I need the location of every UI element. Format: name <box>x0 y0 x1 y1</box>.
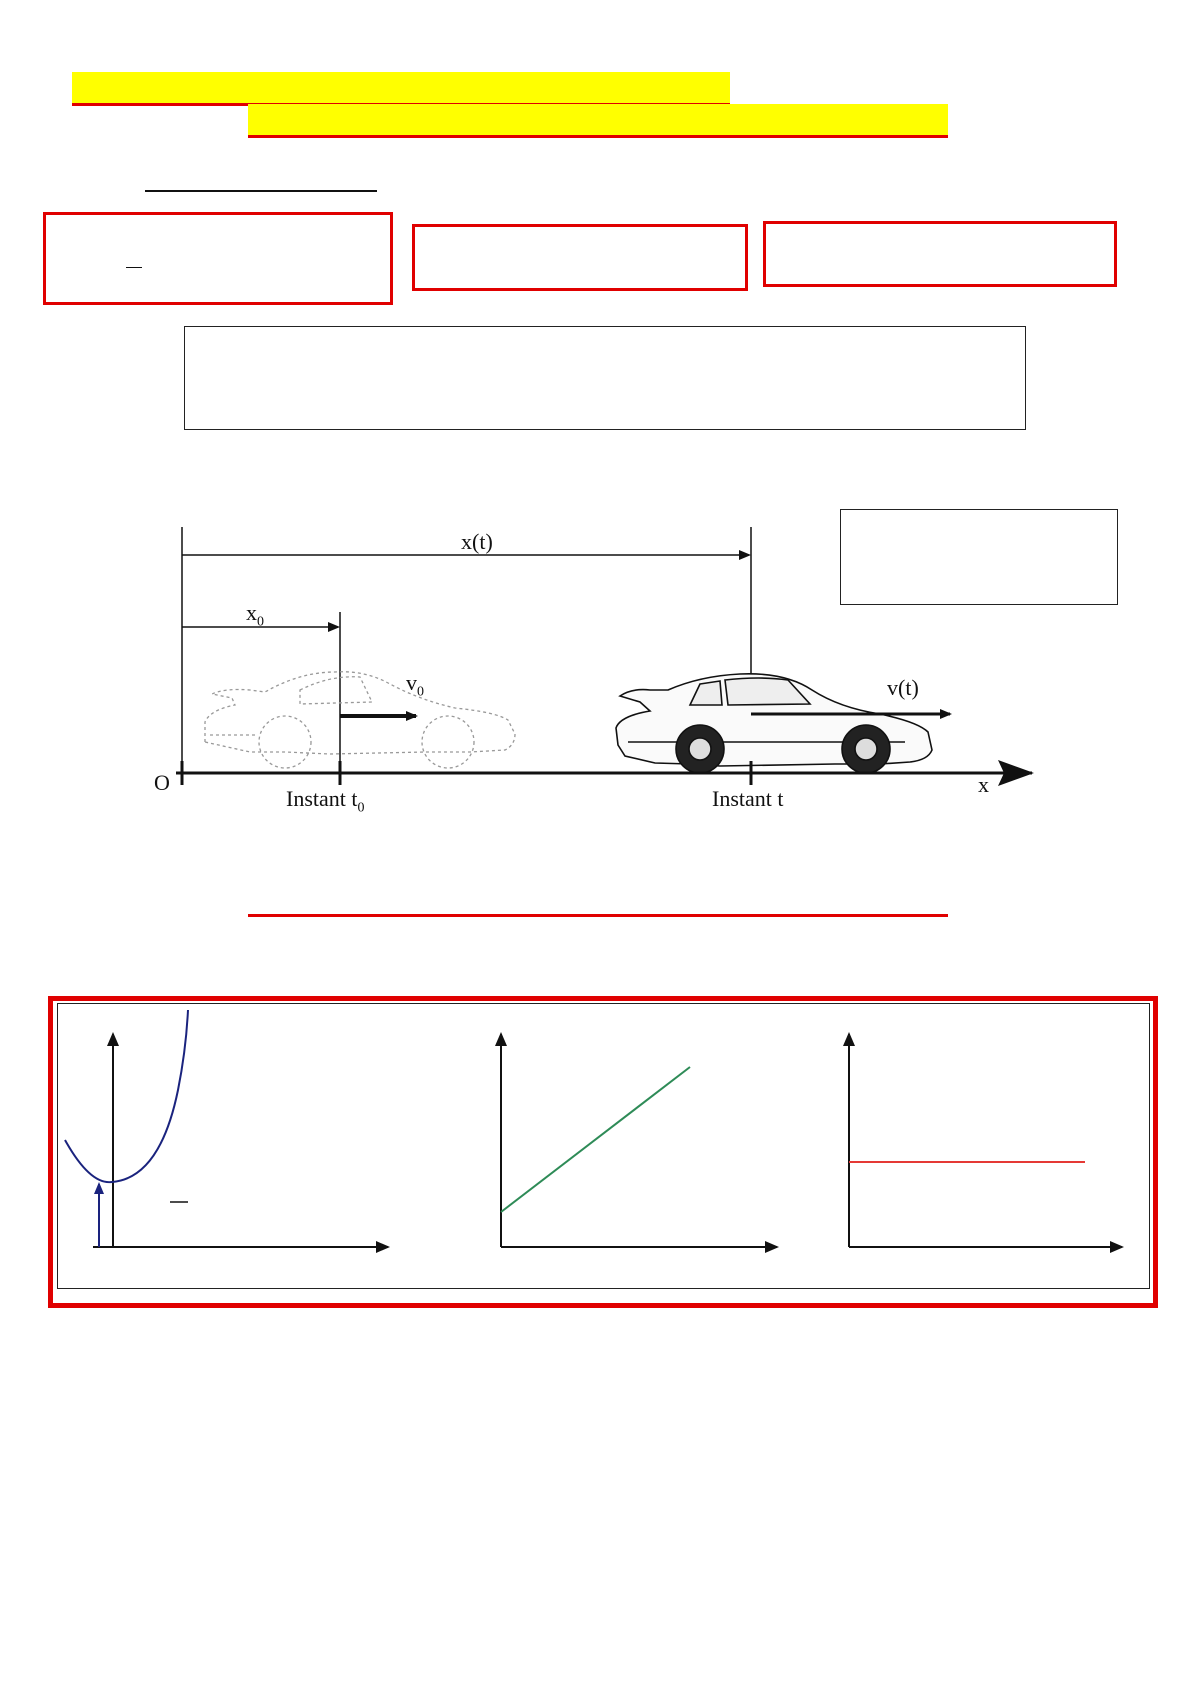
v0-label-base: v <box>406 670 417 695</box>
graphs-section-underline <box>248 914 948 917</box>
graph-position <box>65 1010 388 1247</box>
axis-label: x <box>978 772 989 797</box>
instant-t0-label-base: Instant t <box>286 786 358 811</box>
x0-label-base: x <box>246 600 257 625</box>
velocity-label: v(t) <box>887 675 919 700</box>
x0-label <box>246 602 264 629</box>
formula-box-acceleration <box>763 221 1117 287</box>
v0-label-sub: 0 <box>417 684 424 700</box>
graph-acceleration <box>849 1034 1122 1247</box>
instant-t0-label-sub: 0 <box>357 800 365 816</box>
graphs-svg <box>0 1000 1191 1290</box>
x0-label-sub: 0 <box>257 614 264 630</box>
formula-box-position <box>43 212 393 305</box>
ghost-car-icon <box>205 672 515 768</box>
origin-label: O <box>154 770 170 795</box>
title-highlight-2 <box>248 104 948 138</box>
instant-t0-label <box>286 788 365 815</box>
position-label: x(t) <box>461 529 493 554</box>
title-highlight-1 <box>72 72 730 106</box>
formula-box-velocity <box>412 224 748 291</box>
instant-t-label: Instant t <box>712 786 784 811</box>
car-icon <box>616 674 932 773</box>
graph-velocity <box>501 1034 777 1247</box>
section-heading-underline <box>145 190 377 192</box>
fraction-bar <box>126 267 142 268</box>
note-box <box>840 509 1118 605</box>
definition-box <box>184 326 1026 430</box>
graph1-parabola <box>65 1010 188 1182</box>
graph2-line <box>501 1067 690 1212</box>
v0-label <box>406 672 424 699</box>
